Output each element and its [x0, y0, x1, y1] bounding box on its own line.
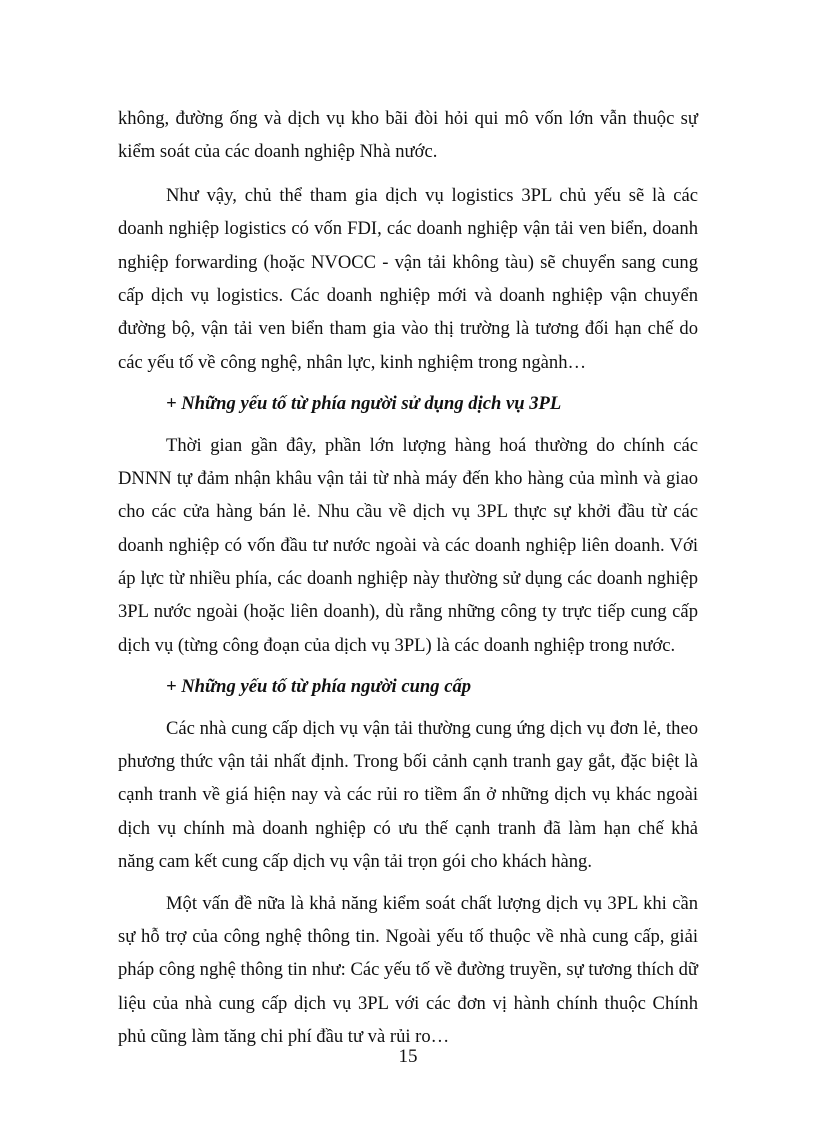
text-line: dịch vụ chính mà doanh nghiệp có ưu thế cạnh tranh đã làm hạn chế khả [118, 817, 698, 839]
text-line: cấp dịch vụ logistics. Các doanh nghiệp mới và doanh nghiệp vận chuyển [118, 284, 698, 306]
text-line: phủ cũng làm tăng chi phí đầu tư và rủi ro… [118, 1026, 450, 1048]
paragraph-providers [118, 712, 698, 879]
text-line: 3PL nước ngoài (hoặc liên doanh), dù rằng những công ty trực tiếp cung cấp [118, 601, 698, 623]
text-line: áp lực từ nhiều phía, các doanh nghiệp này thường sử dụng các doanh nghiệp [118, 568, 698, 590]
text-line: liệu của nhà cung cấp dịch vụ 3PL với các đơn vị hành chính thuộc Chính [118, 992, 698, 1014]
heading-text: + Những yếu tố từ phía người cung cấp [166, 676, 472, 698]
text-line: pháp công nghệ thông tin như: Các yếu tố về đường truyền, sự tương thích dữ [118, 959, 698, 981]
text-line: phương thức vận tải nhất định. Trong bối cảnh cạnh tranh gay gắt, đặc biệt là [118, 751, 698, 773]
page-number: 15 [398, 1046, 418, 1067]
text-line: đường bộ, vận tải ven biển tham gia vào thị trường là tương đối hạn chế do [118, 318, 698, 340]
document-page [118, 102, 698, 1054]
text-line: cho các cửa hàng bán lẻ. Nhu cầu về dịch vụ 3PL thực sự khởi đầu từ các [118, 501, 698, 523]
text-line: doanh nghiệp có vốn đầu tư nước ngoài và các doanh nghiệp liên doanh. Với [118, 534, 698, 556]
text-line: kiểm soát của các doanh nghiệp Nhà nước. [118, 141, 438, 163]
paragraph-it-quality [118, 887, 698, 1054]
paragraph-users [118, 429, 698, 663]
text-line: DNNN tự đảm nhận khâu vận tải từ nhà máy đến kho hàng của mình và giao [118, 467, 698, 489]
text-line: Các nhà cung cấp dịch vụ vận tải thường cung ứng dịch vụ đơn lẻ, theo [166, 717, 698, 739]
heading-text: + Những yếu tố từ phía người sử dụng dịch vụ 3PL [166, 393, 562, 415]
text-line: Một vấn đề nữa là khả năng kiểm soát chất lượng dịch vụ 3PL khi cần [166, 892, 698, 914]
paragraph-3pl-participants [118, 179, 698, 379]
text-line: nghiệp forwarding (hoặc NVOCC - vận tải không tàu) sẽ chuyển sang cung [118, 251, 698, 273]
paragraph-continuation [118, 102, 698, 169]
text-line: Như vậy, chủ thể tham gia dịch vụ logistics 3PL chủ yếu sẽ là các [166, 184, 698, 206]
section-heading-providers [118, 670, 698, 703]
text-line: không, đường ống và dịch vụ kho bãi đòi hỏi qui mô vốn lớn vẫn thuộc sự [118, 108, 698, 129]
text-line: các yếu tố về công nghệ, nhân lực, kinh nghiệm trong ngành… [118, 351, 587, 373]
text-line: doanh nghiệp logistics có vốn FDI, các doanh nghiệp vận tải ven biển, doanh [118, 218, 698, 240]
text-line: sự hỗ trợ của công nghệ thông tin. Ngoài yếu tố thuộc về nhà cung cấp, giải [118, 925, 698, 947]
text-line: Thời gian gần đây, phần lớn lượng hàng hoá thường do chính các [166, 434, 698, 456]
text-line: năng cam kết cung cấp dịch vụ vận tải trọn gói cho khách hàng. [118, 851, 592, 873]
text-line: cạnh tranh về giá hiện nay và các rủi ro tiềm ẩn ở những dịch vụ khác ngoài [118, 784, 698, 806]
text-line: dịch vụ (từng công đoạn của dịch vụ 3PL) là các doanh nghiệp trong nước. [118, 634, 676, 656]
section-heading-users [118, 387, 698, 420]
